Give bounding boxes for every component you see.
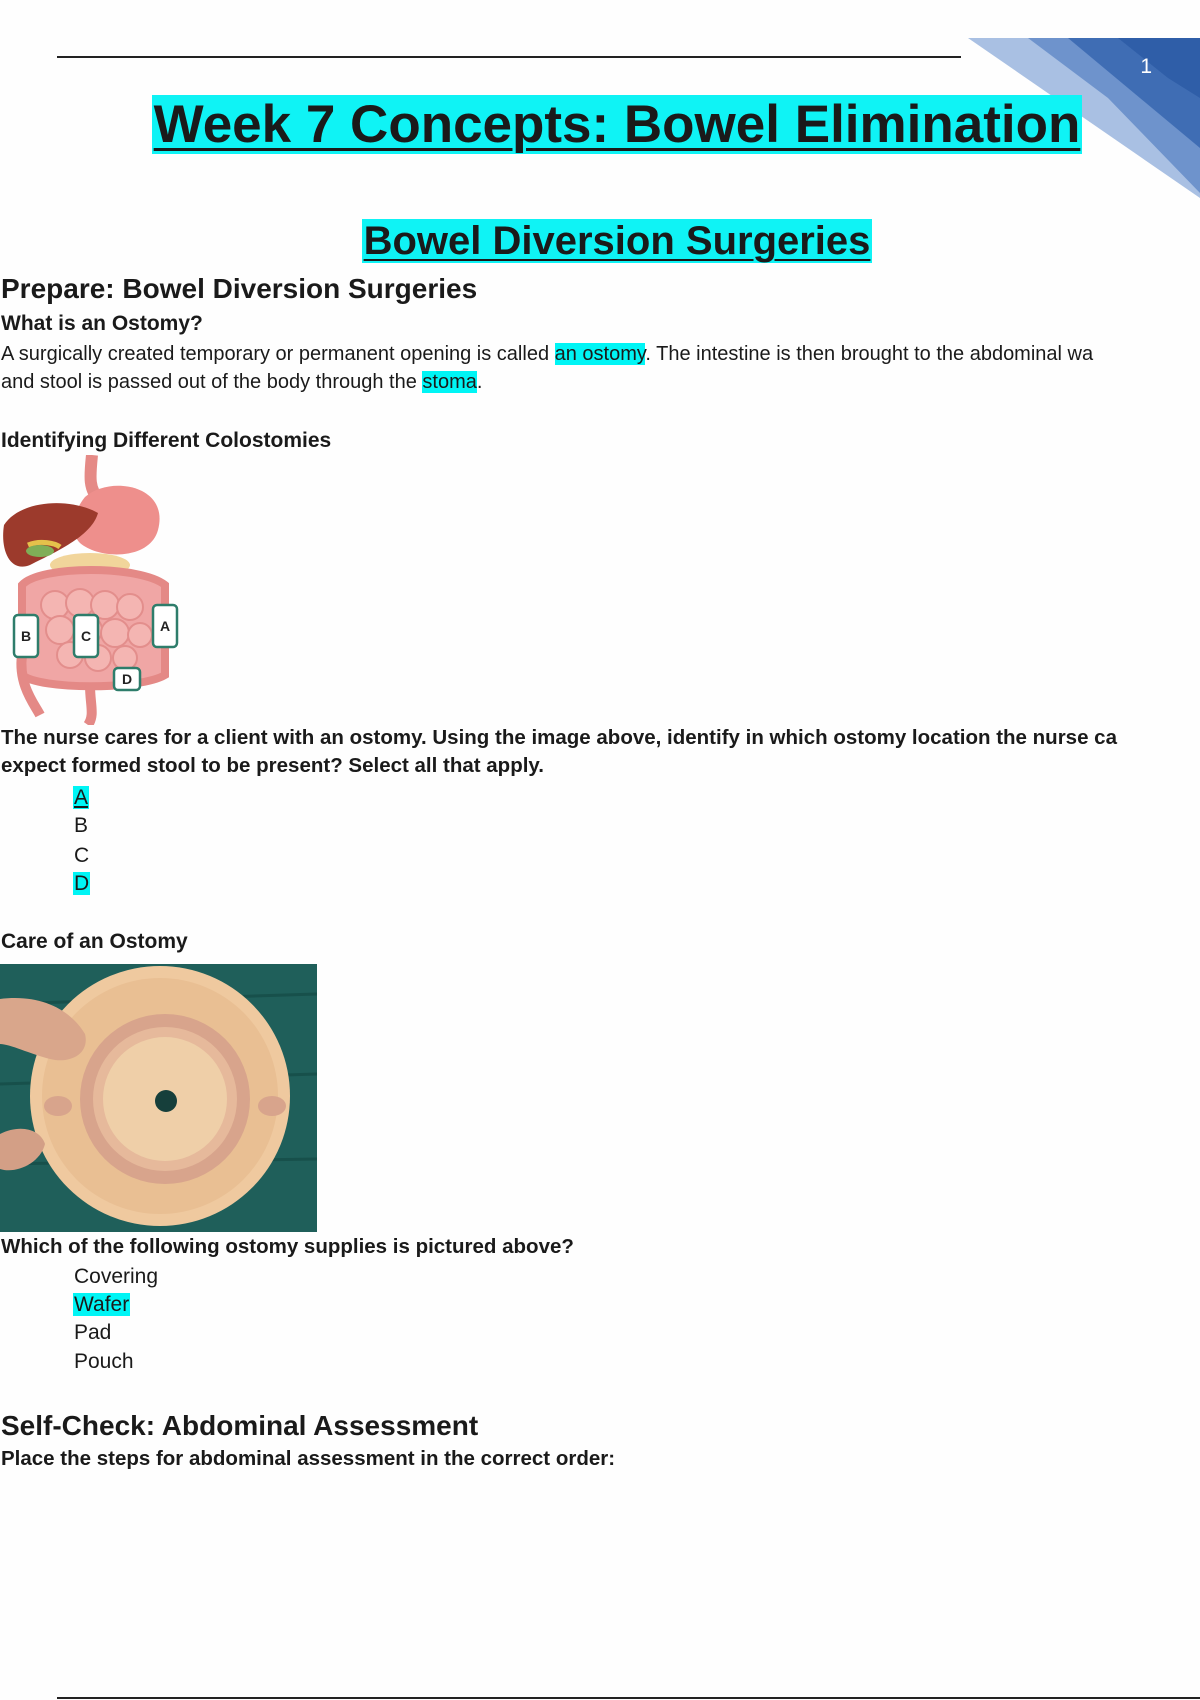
footer-rule	[57, 1697, 1200, 1699]
label-c: C	[80, 628, 92, 644]
colostomy-option-d[interactable]: D	[74, 872, 90, 895]
care-heading: Care of an Ostomy	[1, 930, 188, 953]
ostomy-wafer-photo	[0, 964, 317, 1232]
colostomies-heading: Identifying Different Colostomies	[1, 429, 332, 452]
highlight-stoma: stoma	[422, 371, 477, 393]
supply-option-wafer[interactable]: Wafer	[74, 1293, 130, 1316]
label-a: A	[159, 618, 171, 634]
page-number: 1	[1140, 55, 1152, 78]
supply-option-pouch[interactable]: Pouch	[74, 1350, 134, 1373]
section-subtitle: Bowel Diversion Surgeries	[363, 219, 871, 263]
label-d: D	[121, 671, 133, 687]
supply-option-covering[interactable]: Covering	[74, 1265, 159, 1288]
ostomy-definition-line2: and stool is passed out of the body through the stoma.	[1, 371, 483, 393]
page-title: Week 7 Concepts: Bowel Elimination	[153, 95, 1081, 154]
supply-question: Which of the following ostomy supplies is pictured above?	[1, 1235, 574, 1258]
colostomy-option-b[interactable]: B	[74, 814, 89, 837]
what-is-ostomy-heading: What is an Ostomy?	[1, 312, 203, 335]
colostomy-option-a[interactable]: A	[74, 786, 89, 809]
ostomy-definition-line1: A surgically created temporary or permanent opening is called an ostomy. The intestine is then brought to the abdominal wa	[1, 343, 1094, 365]
colostomy-question-line2: expect formed stool to be present? Select all that apply.	[1, 754, 544, 777]
self-check-instruction: Place the steps for abdominal assessment in the correct order:	[1, 1447, 616, 1470]
header-rule	[57, 56, 961, 58]
label-b: B	[20, 628, 32, 644]
self-check-heading: Self-Check: Abdominal Assessment	[1, 1410, 479, 1441]
supply-option-pad[interactable]: Pad	[74, 1321, 112, 1344]
digestive-tract-illustration	[0, 455, 185, 725]
prepare-heading: Prepare: Bowel Diversion Surgeries	[1, 273, 478, 304]
colostomy-option-c[interactable]: C	[74, 844, 90, 867]
highlight-an-ostomy: an ostomy	[554, 343, 646, 365]
colostomy-question-line1: The nurse cares for a client with an ostomy. Using the image above, identify in which ostomy location the nurse ca	[1, 726, 1117, 749]
